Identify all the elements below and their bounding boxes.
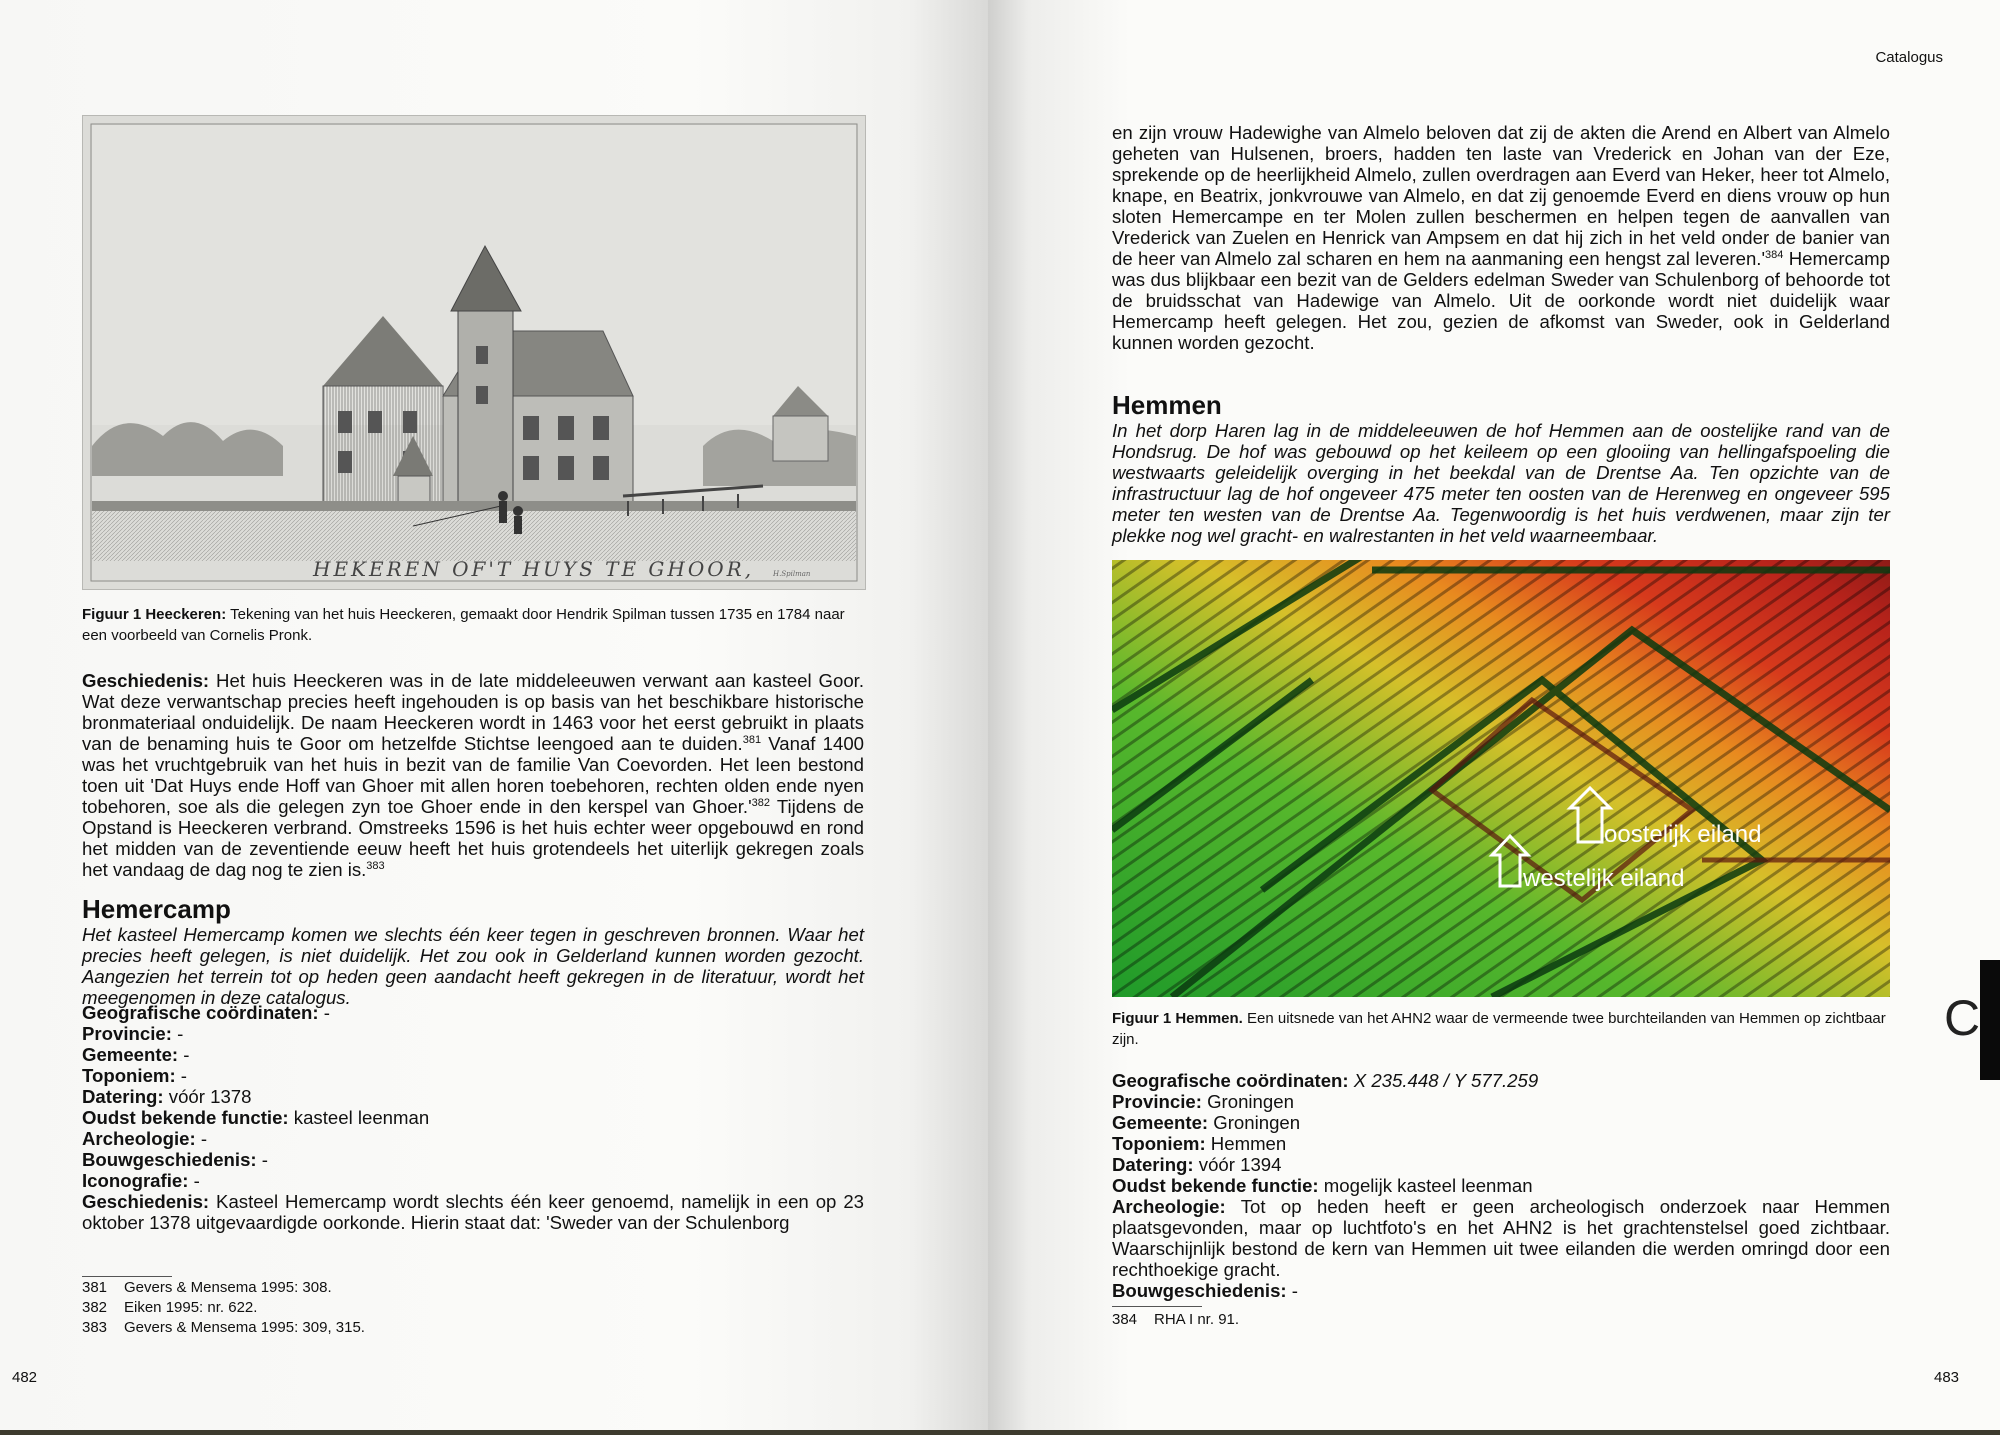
- field-row: [1112, 1175, 1890, 1196]
- footnote-number: 382: [82, 1299, 108, 1316]
- footnote-number: 381: [82, 1279, 108, 1296]
- field-label: Geografische coördinaten:: [82, 1002, 319, 1023]
- field-value: -: [195, 1128, 208, 1149]
- footnote-item: [1112, 1310, 1712, 1330]
- field-row: [82, 1170, 864, 1191]
- field-row: [82, 1065, 864, 1086]
- footnote-ref-381[interactable]: 381: [742, 733, 762, 746]
- field-label: Provincie:: [82, 1023, 172, 1044]
- field-value: Kasteel Hemercamp wordt slechts één keer genoemd, namelijk in een op 23 oktober 1378 uitgevaardigde oorkonde. Hierin staat dat: 'Sweder van der Schulenborg: [82, 1191, 864, 1233]
- field-label: Gemeente:: [82, 1044, 179, 1065]
- footnote-text: RHA I nr. 91.: [1154, 1311, 1240, 1328]
- field-row: [82, 1023, 864, 1044]
- hemmen-heading: Hemmen: [1112, 390, 1222, 420]
- desk-edge: [0, 1430, 2000, 1435]
- footnote-item: [82, 1278, 782, 1298]
- caption-label: Figuur 1 Heeckeren:: [82, 606, 227, 623]
- field-value: -: [256, 1149, 268, 1170]
- map-label-west: westelijk eiland: [1523, 865, 1685, 892]
- footnote-text: Gevers & Mensema 1995: 309, 315.: [124, 1319, 365, 1336]
- field-row: [82, 1044, 864, 1065]
- field-row: [1112, 1154, 1890, 1175]
- field-label: Datering:: [1112, 1154, 1194, 1175]
- caption-label: Figuur 1 Hemmen.: [1112, 1010, 1243, 1027]
- field-label: Oudst bekende functie:: [1112, 1175, 1319, 1196]
- field-row: [1112, 1091, 1890, 1112]
- figure-caption-heeckeren: [82, 604, 864, 646]
- field-value: -: [171, 1023, 184, 1044]
- field-value: vóór 1394: [1193, 1154, 1282, 1175]
- engraving-inscription: HEKEREN OF'T HUYS TE GHOOR,: [313, 557, 755, 581]
- left-footnotes: [82, 1278, 782, 1338]
- field-row: [82, 1128, 864, 1149]
- field-label: Datering:: [82, 1086, 164, 1107]
- thumb-index-letter: C: [1944, 990, 1981, 1046]
- geschiedenis-text-2: Vanaf 1400 was het vruchtgebruik van het huis in bezit van de familie Van Coevorden. Het leen bestond toen uit 'Dat Huys ende Hoff van Ghoer mit allen horen toebehoren, rechten olden ende nyen tobehoren, soe als die gelegen zyn toe Ghoer ende in den kerspel van Ghoer.': [82, 733, 864, 817]
- field-value: -: [318, 1002, 330, 1023]
- footnote-ref-382[interactable]: 382: [751, 796, 771, 809]
- running-header: Catalogus: [1875, 49, 1943, 66]
- footnote-number: 384: [1112, 1311, 1138, 1328]
- heeckeren-engraving-image: [82, 115, 866, 590]
- field-value: Tot op heden heeft er geen archeologisch onderzoek naar Hemmen plaatsgevonden, maar op luchtfoto's en het AHN2 is het grachtenstelsel goed zichtbaar. Waarschijnlijk bestond de kern van Hemmen uit twee eilanden die werden omringd door een rechthoekige gracht.: [1112, 1196, 1890, 1280]
- hemercamp-intro: Het kasteel Hemercamp komen we slechts één keer tegen in geschreven bronnen. Waar het precies heeft gelegen, is niet duidelijk. Het zou ook in Gelderland kunnen worden gezocht. Aangezien het terrein tot op heden geen aandacht heeft gekregen in de literatuur, wordt het meegenomen in deze catalogus.: [82, 924, 864, 1008]
- geschiedenis-text-3: Tijdens de Opstand is Heeckeren verbrand. Omstreeks 1596 is het huis echter weer opgebouwd en rond het midden van de zeventiende eeuw heeft het huis grotendeels het uiterlijk gekregen zoals het vandaag de dag nog te zien is.: [82, 796, 864, 880]
- hemercamp-fields: [82, 1002, 864, 1233]
- geschiedenis-label: Geschiedenis:: [82, 670, 210, 691]
- field-value: Groningen: [1201, 1091, 1294, 1112]
- hemmen-fields: [1112, 1070, 1890, 1301]
- ahn2-elevation-map-image: [1112, 560, 1890, 997]
- geschiedenis-text-1: Het huis Heeckeren was in de late middeleeuwen verwant aan kasteel Goor. Wat deze verwantschap precies heeft ingehouden is op basis van het beschikbare historische bronmateriaal onduidelijk. De naam Heeckeren wordt in 1463 voor het eerst gebruikt in plaats van de benaming huis te Goor om hetzelfde Stichtse leengoed aan te duiden.: [82, 670, 864, 754]
- field-value: X 235.448 / Y 577.259: [1348, 1070, 1539, 1091]
- field-value: -: [188, 1170, 200, 1191]
- field-value: vóór 1378: [163, 1086, 252, 1107]
- field-value: -: [178, 1044, 190, 1065]
- field-label: Toponiem:: [82, 1065, 176, 1086]
- hemmen-section: [1112, 390, 1890, 546]
- field-value: Groningen: [1208, 1112, 1301, 1133]
- field-value: mogelijk kasteel leenman: [1318, 1175, 1533, 1196]
- svg-text:H.Spilman: H.Spilman: [773, 570, 811, 578]
- page-number-right: 483: [1934, 1369, 1960, 1386]
- thumb-index-tab[interactable]: [1980, 960, 2000, 1080]
- field-label: Bouwgeschiedenis:: [1112, 1280, 1287, 1301]
- footnote-item: [82, 1298, 782, 1318]
- field-label: Geschiedenis:: [82, 1191, 210, 1212]
- heeckeren-history-paragraph: [82, 670, 864, 880]
- footnote-number: 383: [82, 1319, 108, 1336]
- field-label: Bouwgeschiedenis:: [82, 1149, 257, 1170]
- field-label: Archeologie:: [82, 1128, 196, 1149]
- hemercamp-heading: Hemercamp: [82, 894, 231, 924]
- hemercamp-section: [82, 894, 864, 1008]
- footnote-item: [82, 1318, 782, 1338]
- field-label: Geografische coördinaten:: [1112, 1070, 1349, 1091]
- caption-text: Een uitsnede van het AHN2 waar de vermeende twee burchteilanden van Hemmen op zichtbaar zijn.: [1112, 1010, 1886, 1048]
- footnote-ref-383[interactable]: 383: [366, 859, 385, 872]
- hemmen-intro: In het dorp Haren lag in de middeleeuwen de hof Hemmen aan de oostelijke rand van de Hondsrug. De hof was gebouwd op het keileem op een glooiing van hellingafspoeling die westwaarts geleidelijk overging in het beekdal van de Drentse Aa. Ten opzichte van de infrastructuur lag de hof ongeveer 475 meter ten oosten van de Herenweg en ongeveer 595 meter ten westen van de Drentse Aa. Tegenwoordig is het huis verdwenen, maar zijn ter plekke nog wel gracht- en walrestanten in het veld waarneembaar.: [1112, 420, 1890, 546]
- field-row: [82, 1002, 864, 1023]
- field-value: -: [1286, 1280, 1298, 1301]
- field-label: Toponiem:: [1112, 1133, 1206, 1154]
- continuation-text-2: Hemercamp was dus blijkbaar een bezit van de Gelders edelman Sweder van Schulenborg of behoorde tot de bruidsschat van Hadewige van Almelo. Uit de oorkonde wordt niet duidelijk waar Hemercamp heeft gelegen. Het zou, gezien de afkomst van Sweder, ook in Gelderland kunnen worden gezocht.: [1112, 248, 1890, 353]
- field-value: Hemmen: [1205, 1133, 1287, 1154]
- continuation-text-1: en zijn vrouw Hadewighe van Almelo beloven dat zij de akten die Arend en Albert van Almelo geheten van Hulsenen, broers, hadden ten laste van Vrederick en Johan van der Eze, sprekende op de heerlijkheid Almelo, zullen overdragen aan Everd van Heker, heer tot Almelo, knape, en Beatrix, jonkvrouwe van Almelo, en dat zij genoemde Everd en diens vrouw op hun sloten Hemercampe en ter Molen zullen beschermen en helpen tegen de aanvallen van Vrederick van Zuelen en Henrick van Ampsem en dat hij zich in het veld onder de banier van de heer van Almelo zal scharen en hem na aanmaning een hengst zal leveren.': [1112, 122, 1890, 269]
- page-number-left: 482: [12, 1369, 38, 1386]
- field-row: [1112, 1133, 1890, 1154]
- field-label: Gemeente:: [1112, 1112, 1209, 1133]
- field-row: [82, 1086, 864, 1107]
- right-footnotes: [1112, 1310, 1712, 1330]
- field-row: [1112, 1112, 1890, 1133]
- field-value: -: [175, 1065, 187, 1086]
- hemmen-archeologie: [1112, 1196, 1890, 1280]
- footnote-rule: [82, 1276, 172, 1277]
- left-page: [0, 0, 988, 1430]
- hemmen-bouwgeschiedenis: [1112, 1280, 1890, 1301]
- field-label: Provincie:: [1112, 1091, 1202, 1112]
- hemercamp-geschiedenis: [82, 1191, 864, 1233]
- caption-text: Tekening van het huis Heeckeren, gemaakt door Hendrik Spilman tussen 1735 en 1784 naar een voorbeeld van Cornelis Pronk.: [82, 606, 845, 644]
- footnote-rule: [1112, 1306, 1202, 1307]
- footnote-ref-384[interactable]: 384: [1765, 248, 1784, 261]
- footnote-text: Eiken 1995: nr. 622.: [124, 1299, 258, 1316]
- hemercamp-continuation: [1112, 122, 1890, 353]
- figure-caption-hemmen: [1112, 1008, 1890, 1050]
- field-row: [82, 1107, 864, 1128]
- field-label: Oudst bekende functie:: [82, 1107, 289, 1128]
- field-label: Archeologie:: [1112, 1196, 1226, 1217]
- footnote-text: Gevers & Mensema 1995: 308.: [124, 1279, 332, 1296]
- map-label-east: oostelijk eiland: [1604, 821, 1762, 848]
- field-row: [82, 1149, 864, 1170]
- field-value: kasteel leenman: [288, 1107, 430, 1128]
- field-row: [1112, 1070, 1890, 1091]
- field-label: Iconografie:: [82, 1170, 189, 1191]
